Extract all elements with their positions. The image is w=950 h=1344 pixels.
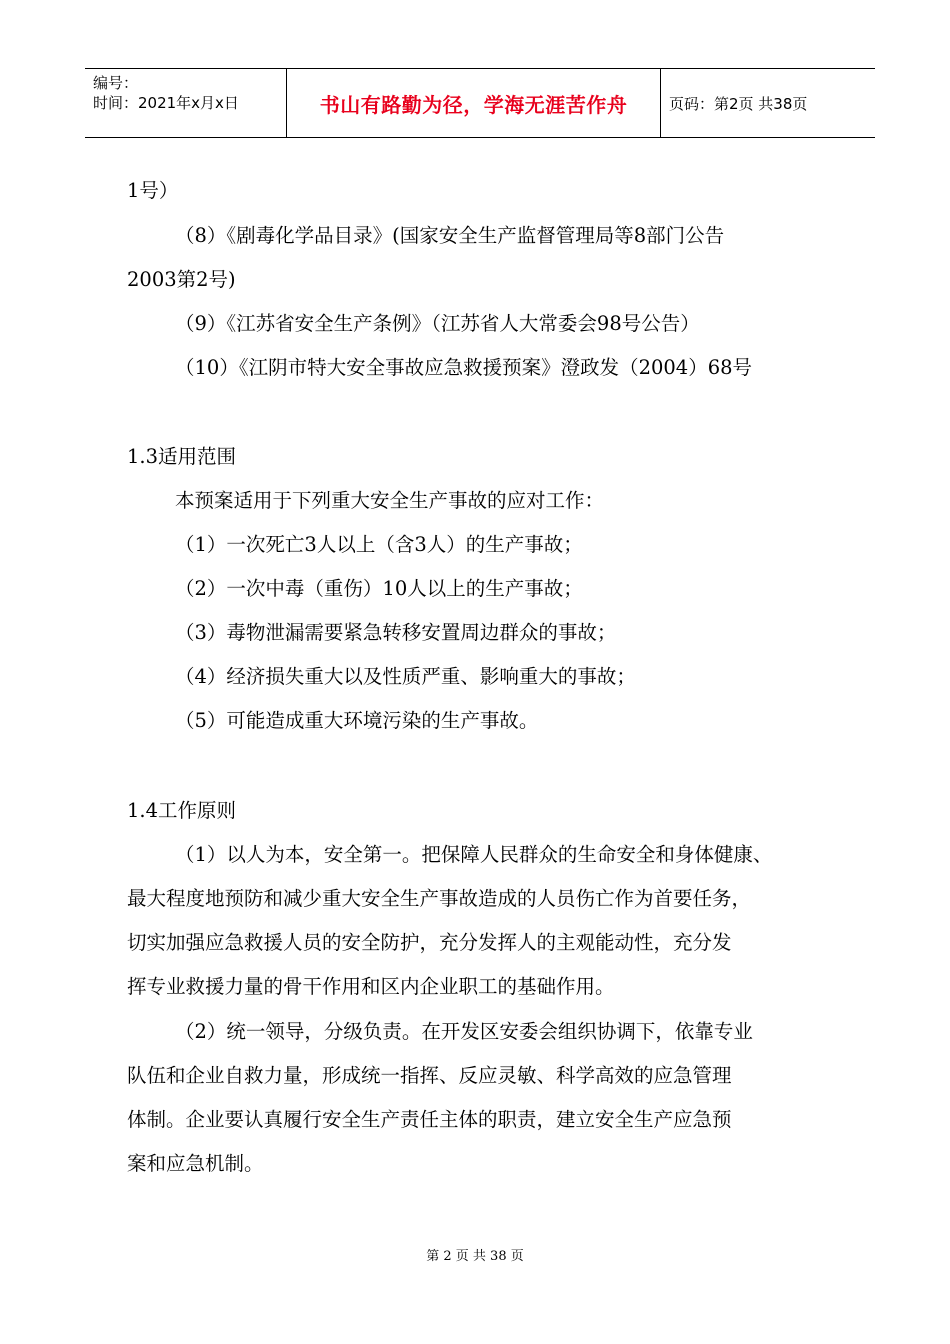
- list-item: （4）经济损失重大以及性质严重、影响重大的事故；: [175, 665, 636, 688]
- list-item: （1）一次死亡3人以上（含3人）的生产事故；: [175, 533, 583, 556]
- body-line: 1号）: [127, 179, 179, 202]
- body-line: 切实加强应急救援人员的安全防护，充分发挥人的主观能动性，充分发: [127, 931, 732, 954]
- body-line: 挥专业救援力量的骨干作用和区内企业职工的基础作用。: [127, 975, 615, 998]
- body-line: 最大程度地预防和减少重大安全生产事故造成的人员伤亡作为首要任务，: [127, 887, 752, 910]
- list-item: （3）毒物泄漏需要紧急转移安置周边群众的事故；: [175, 621, 617, 644]
- body-line: （9）《江苏省安全生产条例》（江苏省人大常委会98号公告）: [175, 312, 700, 335]
- list-item: （5）可能造成重大环境污染的生产事故。: [175, 709, 539, 732]
- body-line: 体制。企业要认真履行安全生产责任主体的职责，建立安全生产应急预: [127, 1108, 732, 1131]
- list-item: （2）一次中毒（重伤）10人以上的生产事故；: [175, 577, 583, 600]
- body-line: （8）《剧毒化学品目录》(国家安全生产监督管理局等8部门公告: [175, 224, 725, 247]
- body-line: （2）统一领导，分级负责。在开发区安委会组织协调下，依靠专业: [175, 1020, 753, 1043]
- body-line: 队伍和企业自救力量，形成统一指挥、反应灵敏、科学高效的应急管理: [127, 1064, 732, 1087]
- header-meta: [85, 69, 286, 137]
- header-motto: 书山有路勤为径，学海无涯苦作舟: [286, 69, 661, 137]
- header-page-info: 页码：第2页 共38页: [669, 94, 808, 113]
- page-footer: 第 2 页 共 38 页: [426, 1249, 524, 1264]
- body-line: （10）《江阴市特大安全事故应急救援预案》澄政发（2004）68号: [175, 356, 753, 379]
- section-heading: 1.4工作原则: [127, 799, 237, 822]
- body-line: （1）以人为本，安全第一。把保障人民群众的生命安全和身体健康、: [175, 843, 773, 866]
- body-line: 本预案适用于下列重大安全生产事故的应对工作：: [175, 489, 605, 512]
- document-time-label: 时间：2021年x月x日: [93, 94, 239, 112]
- document-number-label: 编号：: [93, 74, 139, 92]
- body-line: 案和应急机制。: [127, 1152, 264, 1175]
- page-header: [85, 68, 875, 138]
- body-line: 2003第2号): [127, 268, 236, 291]
- section-heading: 1.3适用范围: [127, 445, 237, 468]
